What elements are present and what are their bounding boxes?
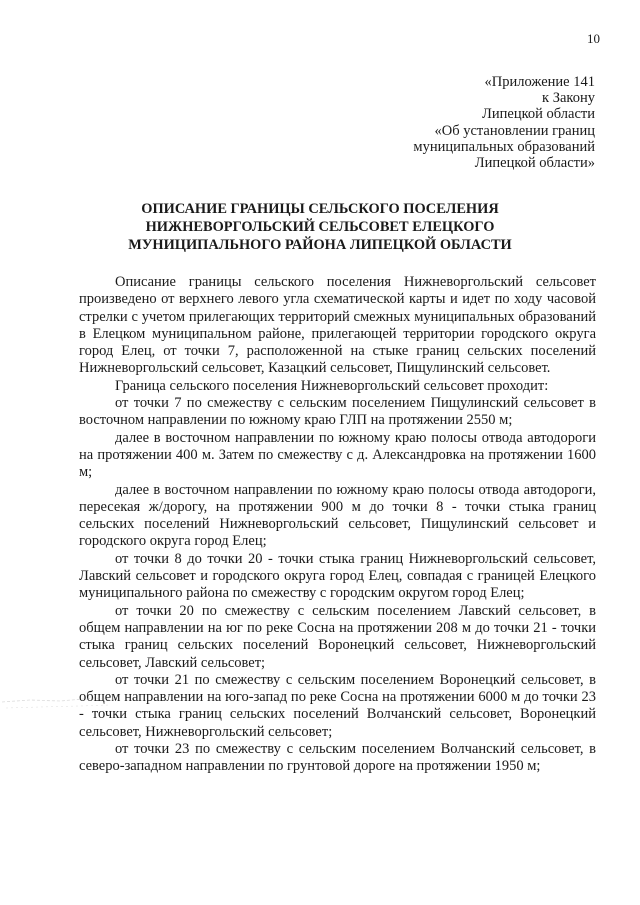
title-line: ОПИСАНИЕ ГРАНИЦЫ СЕЛЬСКОГО ПОСЕЛЕНИЯ [141, 201, 499, 217]
document-body [79, 274, 596, 776]
appendix-line: «Об установлении границ [434, 122, 595, 139]
appendix-line: Липецкой области» [474, 155, 595, 172]
paragraph: далее в восточном направлении по южному краю полосы отвода автодороги на протяжении 400 м. Затем по смежеству с д. Александровка на протяжении 1600 м; [79, 429, 596, 481]
appendix-line: к Закону [542, 90, 595, 107]
paragraph: от точки 21 по смежеству с сельским поселением Воронецкий сельсовет, в общем направлении на юго-запад по реке Сосна на протяжении 6000 м до точки 23 - точки стыка границ сельских поселений Волчанский сельсовет, Воронецкий сельсовет, Нижневоргольский сельсовет; [79, 671, 596, 740]
paragraph: Описание границы сельского поселения Нижневоргольский сельсовет произведено от верхнего левого угла схематической карты и идет по ходу часовой стрелки с учетом прилегающих территорий смежных муниципальных образований в Елецком муниципальном районе, прилегающей территории городского округа город Елец, от точки 7, расположенной на стыке границ сельских поселений Нижневоргольский сельсовет, Казацкий сельсовет, Пищулинский сельсовет. [79, 274, 596, 377]
paragraph: от точки 20 по смежеству с сельским поселением Лавский сельсовет, в общем направлении на юг по реке Сосна на протяжении 208 м до точки 21 - точки стыка границ сельских поселений Воронецкий сельсовет, Нижневоргольский сельсовет, Лавский сельсовет; [79, 602, 596, 671]
paragraph: от точки 23 по смежеству с сельским поселением Волчанский сельсовет, в северо-западном направлении по грунтовой дороге на протяжении 1950 м; [79, 741, 596, 775]
appendix-line: «Приложение 141 [484, 74, 595, 90]
paragraph: далее в восточном направлении по южному краю полосы отвода автодороги, пересекая ж/дорогу, на протяжении 900 м до точки 8 - точки стыка границ сельских поселений Нижневоргольский сельсовет, Пищулинский сельсовет и городского округа город Елец; [79, 481, 596, 550]
page-number: 10 [587, 31, 600, 46]
title-line: НИЖНЕВОРГОЛЬСКИЙ СЕЛЬСОВЕТ ЕЛЕЦКОГО [145, 219, 495, 236]
appendix-header [413, 74, 595, 171]
title-line: МУНИЦИПАЛЬНОГО РАЙОНА ЛИПЕЦКОЙ ОБЛАСТИ [128, 237, 512, 254]
paragraph: от точки 7 по смежеству с сельским поселением Пищулинский сельсовет в восточном направлении по южному краю ГЛП на протяжении 2550 м; [79, 395, 596, 429]
paragraph: от точки 8 до точки 20 - точки стыка границ Нижневоргольский сельсовет, Лавский сельсовет и городского округа город Елец, совпадая с границей Елецкого муниципального района по смежеству с городским округом город Елец; [79, 550, 596, 602]
document-title [0, 200, 640, 255]
paragraph: Граница сельского поселения Нижневоргольский сельсовет проходит: [115, 377, 549, 394]
scan-artifact [0, 688, 120, 718]
appendix-line: Липецкой области [482, 106, 595, 123]
appendix-line: муниципальных образований [413, 138, 595, 155]
